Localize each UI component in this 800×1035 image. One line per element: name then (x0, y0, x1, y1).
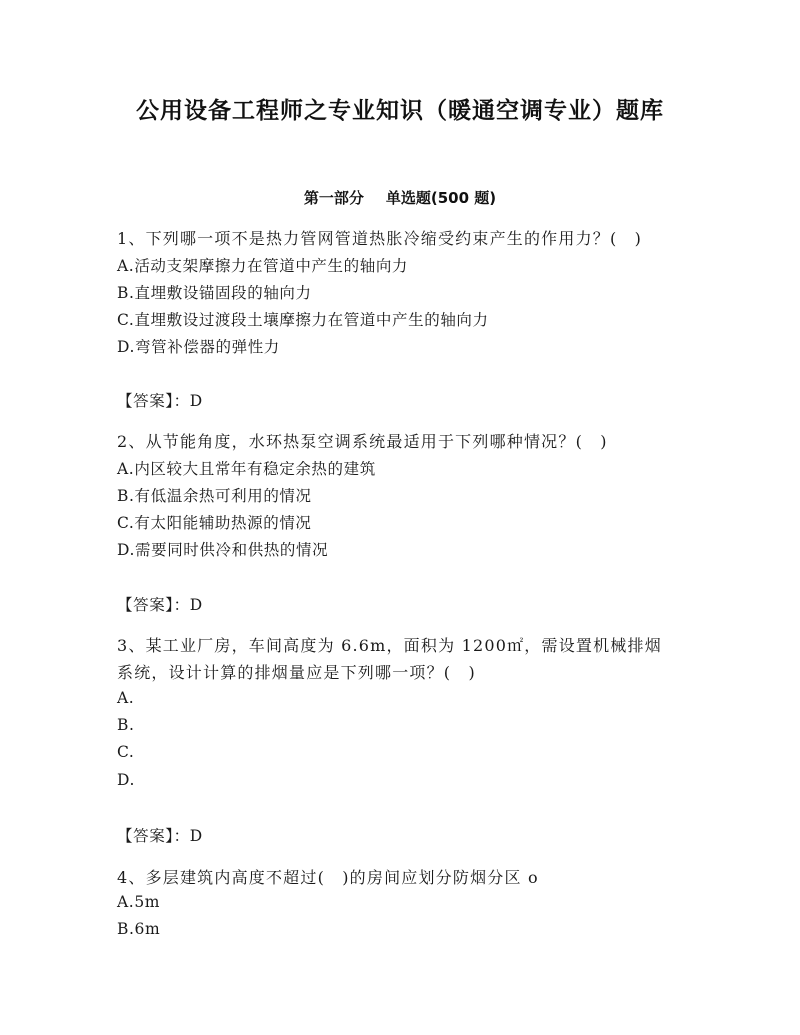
question-1-answer: 【答案】：D (117, 392, 203, 410)
question-2-answer: 【答案】：D (117, 596, 203, 614)
question-3-stem-line-1: 3、某工业厂房，车间高度为 6.6m，面积为 1200㎡，需设置机械排烟 (117, 636, 662, 655)
section-type: 单选题(500 题) (385, 189, 497, 207)
question-1-option-d: D.弯管补偿器的弹性力 (117, 338, 280, 356)
question-1-option-a: A.活动支架摩擦力在管道中产生的轴向力 (117, 257, 409, 275)
question-3-stem-line-2: 系统，设计计算的排烟量应是下列哪一项？( ) (117, 663, 476, 682)
question-3-answer: 【答案】：D (117, 827, 203, 845)
question-3-option-d: D. (117, 771, 136, 789)
question-3-option-c: C. (117, 743, 135, 761)
question-4-stem: 4、多层建筑内高度不超过( )的房间应划分防烟分区 o (117, 868, 539, 887)
question-1-stem: 1、下列哪一项不是热力管网管道热胀冷缩受约束产生的作用力？( ) (117, 229, 643, 248)
question-2-stem: 2、从节能角度，水环热泵空调系统最适用于下列哪种情况？( ) (117, 432, 608, 451)
question-1-option-c: C.直埋敷设过渡段土壤摩擦力在管道中产生的轴向力 (117, 311, 489, 329)
question-2-option-b: B.有低温余热可利用的情况 (117, 487, 312, 505)
question-4-option-b: B.6m (117, 920, 161, 938)
question-2-option-c: C.有太阳能辅助热源的情况 (117, 514, 312, 532)
question-3-option-a: A. (117, 689, 135, 707)
section-heading (0, 187, 800, 208)
question-2-option-d: D.需要同时供冷和供热的情况 (117, 541, 329, 559)
page-title: 公用设备工程师之专业知识（暖通空调专业）题库 (136, 98, 664, 124)
question-3-option-b: B. (117, 716, 135, 734)
section-label: 第一部分 (303, 189, 364, 207)
question-1-option-b: B.直埋敷设锚固段的轴向力 (117, 284, 312, 302)
question-4-option-a: A.5m (117, 893, 161, 911)
question-2-option-a: A.内区较大且常年有稳定余热的建筑 (117, 460, 376, 478)
